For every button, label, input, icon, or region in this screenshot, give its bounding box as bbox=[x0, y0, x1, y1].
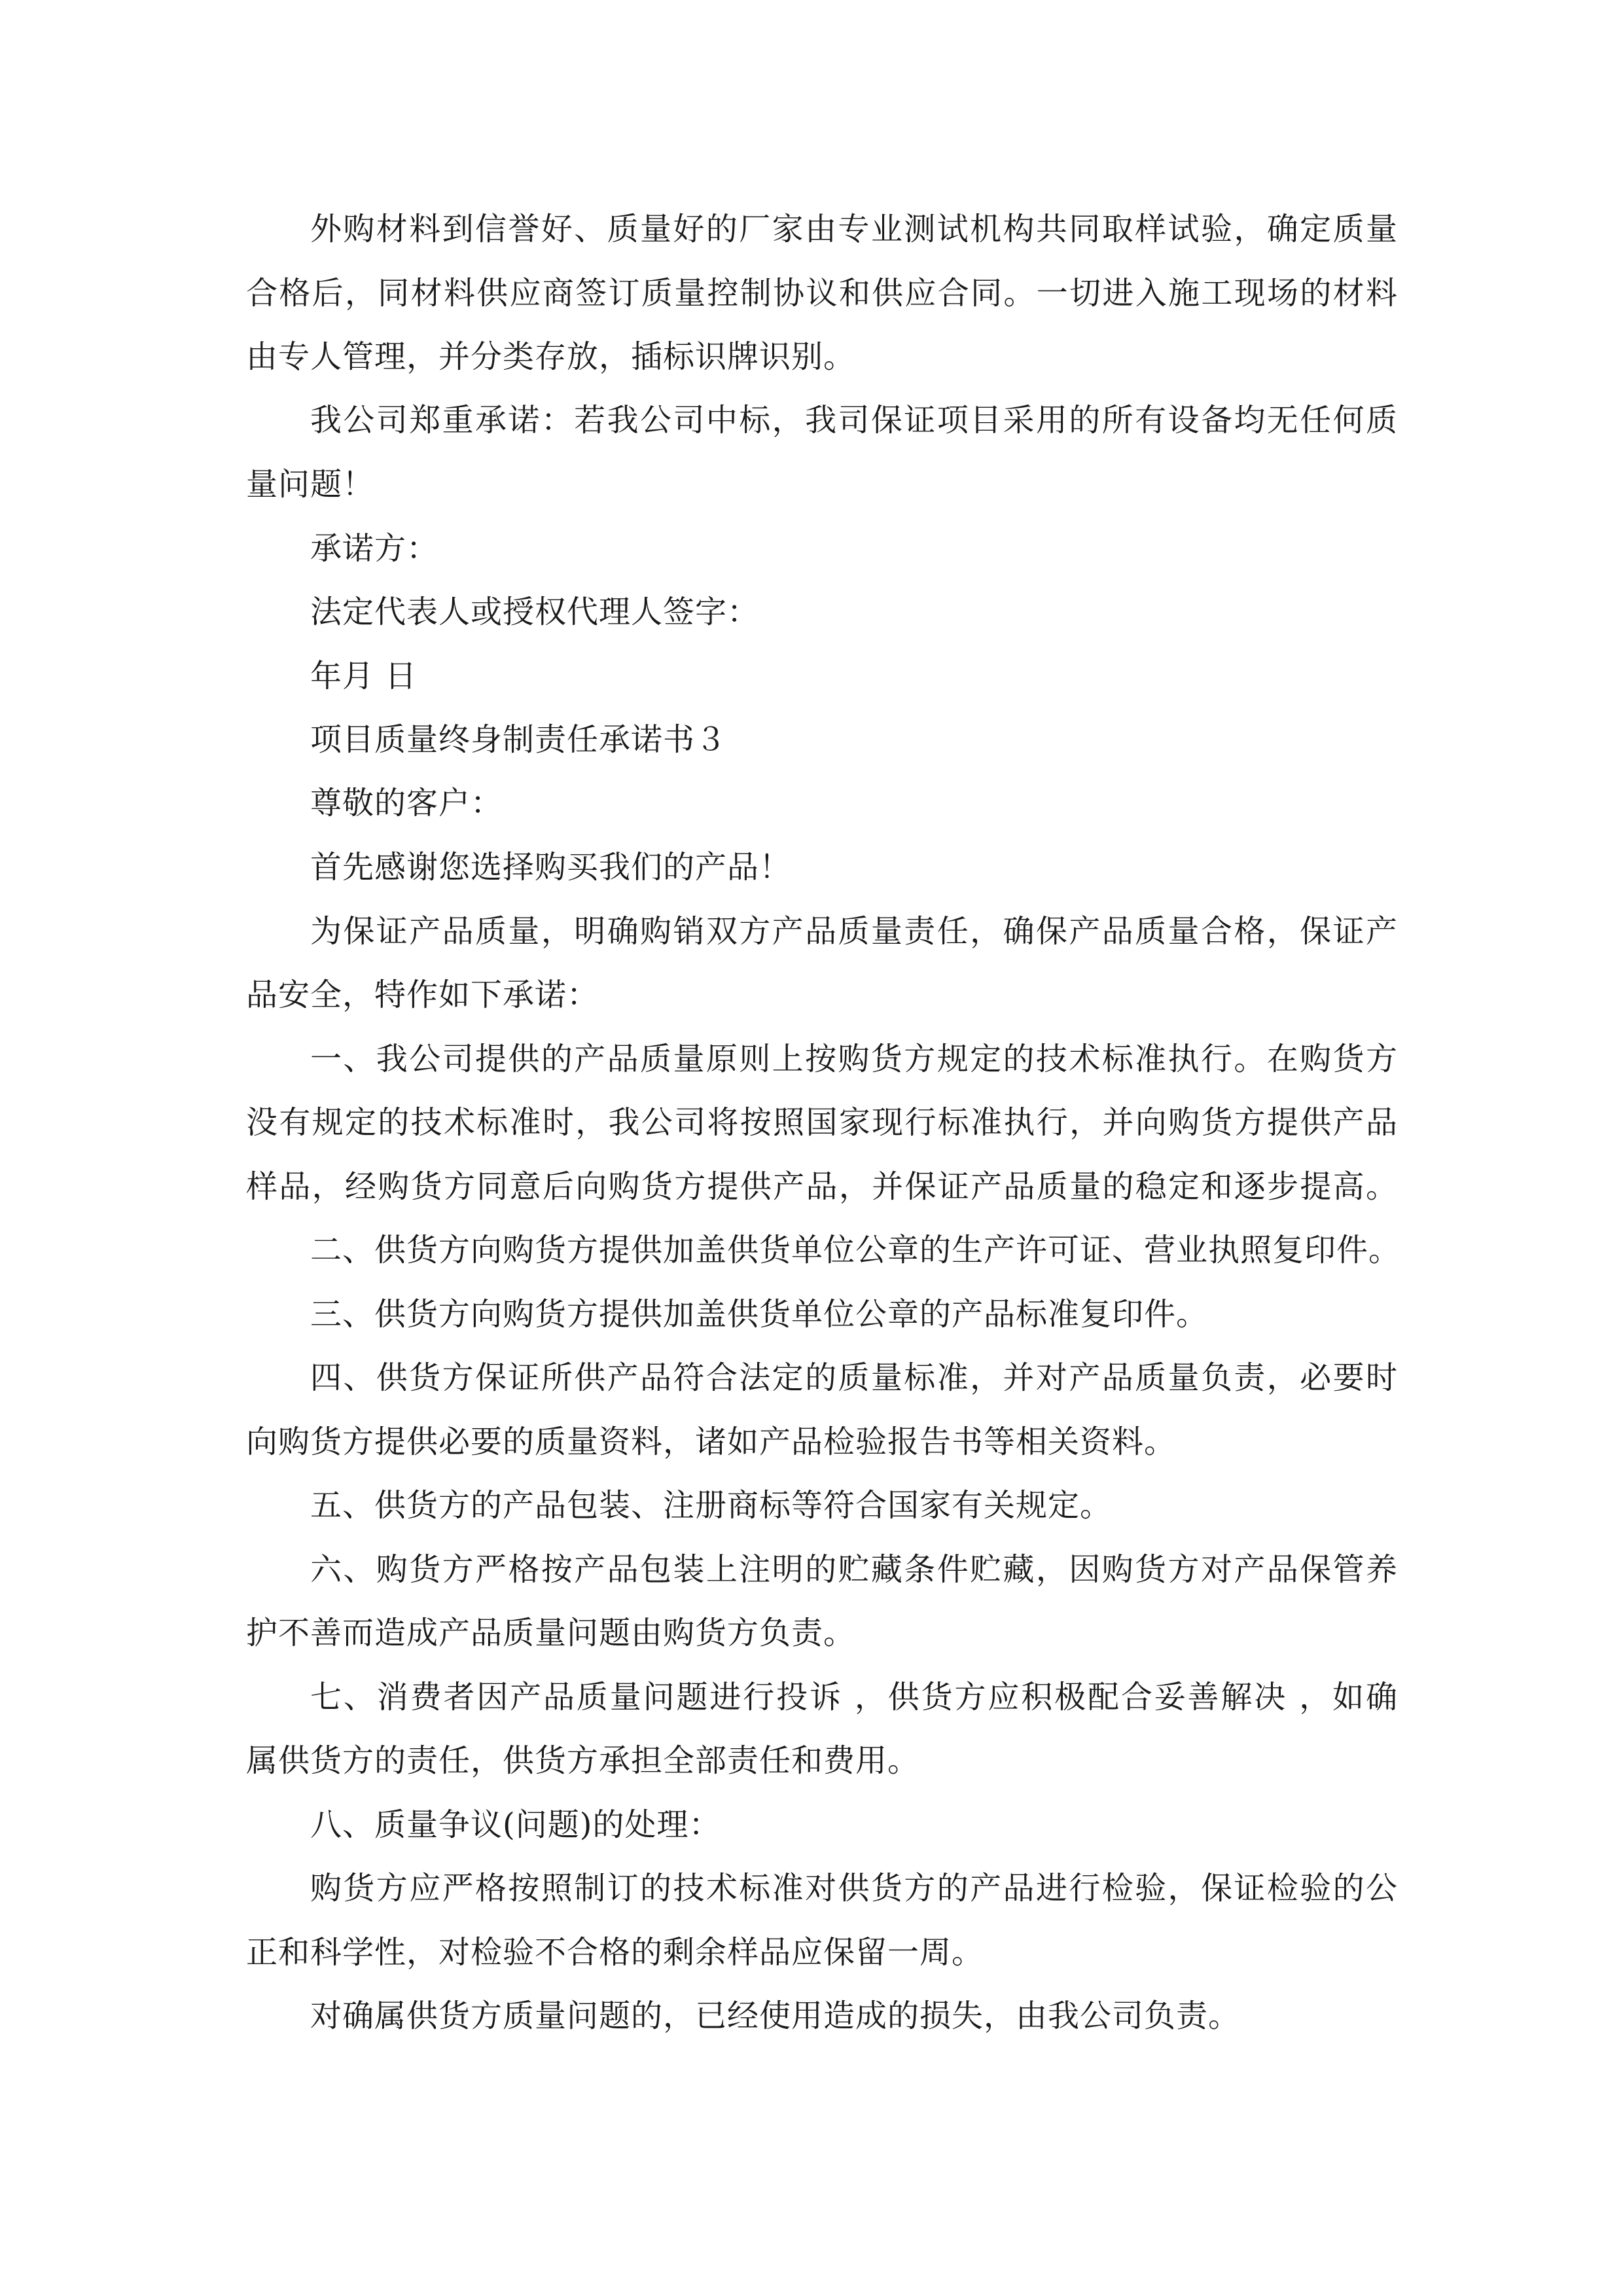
paragraph-line: 六、购货方严格按产品包装上注明的贮藏条件贮藏，因购货方对产品保管养 bbox=[310, 1551, 1398, 1588]
salutation: 尊敬的客户： bbox=[310, 785, 503, 821]
paragraph-line: 合格后，同材料供应商签订质量控制协议和供应合同。一切进入施工现场的材料 bbox=[246, 275, 1398, 312]
section-title: 项目质量终身制责任承诺书３ bbox=[310, 721, 728, 758]
paragraph-line: 七、消费者因产品质量问题进行投诉 ，供货方应积极配合妥善解决 ，如确 bbox=[310, 1679, 1398, 1715]
paragraph-line: 护不善而造成产品质量问题由购货方负责。 bbox=[246, 1615, 856, 1651]
paragraph-line: 对确属供货方质量问题的，已经使用造成的损失，由我公司负责。 bbox=[310, 1998, 1241, 2034]
signature-label: 法定代表人或授权代理人签字： bbox=[310, 594, 760, 630]
paragraph-line: 品安全，特作如下承诺： bbox=[246, 977, 599, 1013]
paragraph-line: 首先感谢您选择购买我们的产品！ bbox=[310, 849, 792, 886]
signatory-label: 承诺方： bbox=[310, 530, 439, 567]
paragraph-line: 外购材料到信誉好、质量好的厂家由专业测试机构共同取样试验，确定质量 bbox=[310, 211, 1398, 247]
paragraph-line: 四、供货方保证所供产品符合法定的质量标准，并对产品质量负责，必要时 bbox=[310, 1359, 1398, 1396]
paragraph-line: 没有规定的技术标准时，我公司将按照国家现行标准执行，并向购货方提供产品 bbox=[246, 1104, 1398, 1141]
paragraph-line: 一、我公司提供的产品质量原则上按购货方规定的技术标准执行。在购货方 bbox=[310, 1041, 1398, 1077]
paragraph-line: 三、供货方向购货方提供加盖供货单位公章的产品标准复印件。 bbox=[310, 1296, 1209, 1333]
paragraph-line: 正和科学性，对检验不合格的剩余样品应保留一周。 bbox=[246, 1934, 984, 1971]
date-label: 年月 日 bbox=[310, 658, 418, 694]
paragraph-line: 样品，经购货方同意后向购货方提供产品，并保证产品质量的稳定和逐步提高。 bbox=[246, 1168, 1398, 1205]
paragraph-line: 购货方应严格按照制订的技术标准对供货方的产品进行检验，保证检验的公 bbox=[310, 1870, 1398, 1907]
paragraph-line: 由专人管理，并分类存放，插标识牌识别。 bbox=[246, 338, 856, 375]
paragraph-line: 八、质量争议(问题)的处理： bbox=[310, 1806, 721, 1843]
paragraph-line: 量问题！ bbox=[246, 466, 375, 503]
paragraph-line: 为保证产品质量，明确购销双方产品质量责任，确保产品质量合格，保证产 bbox=[310, 913, 1398, 950]
paragraph-line: 向购货方提供必要的质量资料，诸如产品检验报告书等相关资料。 bbox=[246, 1424, 1177, 1460]
paragraph-line: 属供货方的责任，供货方承担全部责任和费用。 bbox=[246, 1742, 920, 1779]
paragraph-line: 五、供货方的产品包装、注册商标等符合国家有关规定。 bbox=[310, 1487, 1113, 1524]
paragraph-line: 二、供货方向购货方提供加盖供货单位公章的生产许可证、营业执照复印件。 bbox=[310, 1232, 1401, 1268]
paragraph-line: 我公司郑重承诺：若我公司中标，我司保证项目采用的所有设备均无任何质 bbox=[310, 402, 1398, 439]
